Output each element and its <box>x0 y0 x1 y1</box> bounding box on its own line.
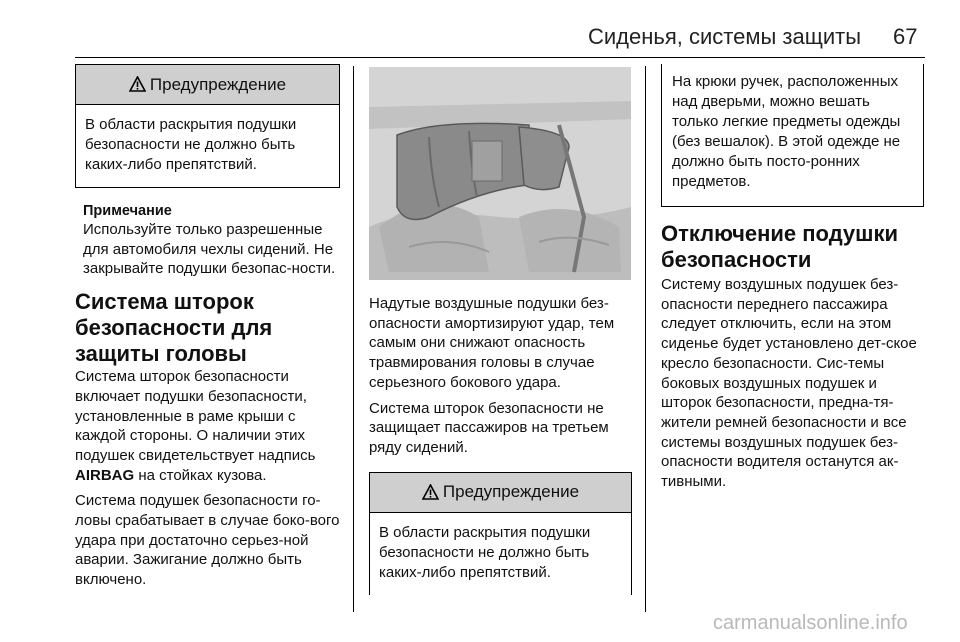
note-block <box>75 202 340 279</box>
warning-box <box>369 472 632 595</box>
paragraph: Систему воздушных подушек без-опасности переднего пассажира следует отключить, если на этом сиденье будет установлено дет-ское кресло безопасности. Сис-темы боковых воздушных подушек и шторок безопасности, предна-тя-жители ремней безопасности и все системы воздушных подушек без-опасности водителя останутся ак-тивными. <box>661 276 917 491</box>
column-divider <box>645 66 646 612</box>
page-header <box>0 0 960 60</box>
warning-header <box>76 65 339 105</box>
warning-triangle-icon <box>422 484 439 505</box>
warning-title: Предупреждение <box>149 74 287 94</box>
warning-text: В области раскрытия подушки безопасности не должно быть каких-либо препятствий. <box>85 116 297 173</box>
note-text: Используйте только разрешенные для автомобиля чехлы сидений. Не закрывайте подушки безопас-ности. <box>83 221 336 278</box>
watermark: carmanualsonline.info <box>713 612 908 634</box>
warning-text: В области раскрытия подушки безопасности не должно быть каких-либо препятствий. <box>379 523 591 581</box>
figure-caption: Надутые воздушные подушки без-опасности амортизируют удар, тем самым они снижают опасность травмирования головы в случае серьезного бокового удара. <box>369 295 615 391</box>
page-title: Сиденья, системы защиты <box>588 24 862 49</box>
warning-triangle-icon <box>129 76 146 97</box>
column-middle <box>369 64 632 595</box>
airbag-illustration <box>369 67 631 280</box>
warning-continuation: На крюки ручек, расположенных над дверьми, можно вешать только легкие предметы одежды (без вешалок). В этой одежде не должно быть посто-ронних предметов. <box>661 64 924 207</box>
note-title: Примечание <box>83 203 172 219</box>
warning-box <box>75 64 340 188</box>
paragraph-text-tail: на стойках кузова. <box>134 466 267 484</box>
column-right <box>661 64 924 492</box>
warning-header <box>370 473 631 513</box>
column-left <box>75 64 340 590</box>
paragraph: Система шторок безопасности не защищает пассажиров на третьем ряду сидений. <box>369 399 609 456</box>
paragraph-text: Система шторок безопасности включает подушки безопасности, установленные в раме крыши с каждой стороны. О наличии этих подушек свидетельствует надпись <box>75 368 316 464</box>
warning-title: Предупреждение <box>442 482 580 502</box>
paragraph <box>75 367 340 485</box>
column-divider <box>353 66 354 612</box>
paragraph: Система подушек безопасности го-ловы срабатывает в случае боко-вого удара при достаточно серьез-ной аварии. Зажигание должно быть включено. <box>75 492 340 589</box>
header-divider <box>75 57 925 58</box>
page-number: 67 <box>893 24 918 49</box>
section-heading: Отключение подушки безопасности <box>661 221 899 272</box>
section-heading: Система шторок безопасности для защиты головы <box>75 289 273 367</box>
airbag-label: AIRBAG <box>75 466 135 484</box>
